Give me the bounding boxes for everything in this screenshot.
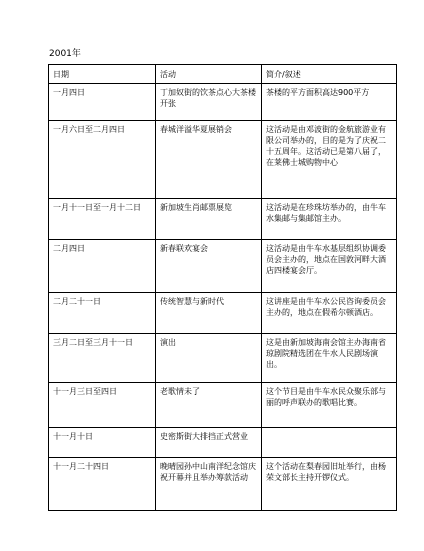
- cell-activity: 丁加奴街的饮茶点心大茶楼开张: [156, 84, 262, 121]
- cell-activity: 新加坡生肖邮票展览: [156, 199, 262, 240]
- cell-activity: 传统智慧与新时代: [156, 293, 262, 334]
- cell-description: 这讲座是由牛车水公民咨询委员会主办的，地点在假希尔顿酒店。: [262, 293, 397, 334]
- cell-date: 十一月二十四日: [49, 458, 156, 511]
- year-heading: 2001年: [49, 49, 81, 59]
- header-description: 简介/叙述: [262, 65, 397, 84]
- cell-date: 十一月三日至四日: [49, 383, 156, 428]
- cell-date: 二月二十一日: [49, 293, 156, 334]
- cell-date: 二月四日: [49, 240, 156, 293]
- table-row: [49, 428, 397, 458]
- table-row: [49, 199, 397, 240]
- table-row: [49, 293, 397, 334]
- header-activity: 活动: [156, 65, 262, 84]
- cell-date: 三月二日至三月十一日: [49, 334, 156, 383]
- cell-date: 一月六日至二月四日: [49, 121, 156, 199]
- cell-date: 一月十一日至一月十二日: [49, 199, 156, 240]
- cell-date: 一月四日: [49, 84, 156, 121]
- cell-activity: 史密斯街大排挡正式营业: [156, 428, 262, 458]
- cell-description: [262, 428, 397, 458]
- header-date: 日期: [49, 65, 156, 84]
- cell-activity: 晚晴园孙中山南洋纪念馆庆祝开幕并且举办筹款活动: [156, 458, 262, 511]
- cell-description: 茶楼的平方面积高达900平方: [262, 84, 397, 121]
- table-row: [49, 84, 397, 121]
- cell-activity: 春城洋溢华夏展销会: [156, 121, 262, 199]
- events-table: [48, 64, 397, 511]
- cell-date: 十一月十日: [49, 428, 156, 458]
- table-row: [49, 240, 397, 293]
- table-row: [49, 334, 397, 383]
- table-header-row: [49, 65, 397, 84]
- cell-description: 这是由新加坡海南会馆主办海南省琼剧院精选团在牛水人民剧场演出。: [262, 334, 397, 383]
- table-row: [49, 458, 397, 511]
- cell-activity: 演出: [156, 334, 262, 383]
- cell-description: 这个活动在梨春园旧址举行，由杨荣文部长主持开锣仪式。: [262, 458, 397, 511]
- table-row: [49, 383, 397, 428]
- cell-description: 这活动是由牛车水基层组织协调委员会主办的，地点在国敦河畔大酒店四楼宴会厅。: [262, 240, 397, 293]
- cell-description: 这个节目是由牛车水民众聚乐部与丽的呼声联办的歌唱比赛。: [262, 383, 397, 428]
- cell-activity: 新春联欢宴会: [156, 240, 262, 293]
- table-row: [49, 121, 397, 199]
- cell-description: 这活动是在珍珠坊举办的，由牛车水集邮与集邮馆主办。: [262, 199, 397, 240]
- cell-activity: 老歌情未了: [156, 383, 262, 428]
- cell-description: 这活动是由邓波街的金航旅游业有限公司举办的，目的是为了庆祝二十五周年。这活动已是第八届了，在莱佛士城购物中心: [262, 121, 397, 199]
